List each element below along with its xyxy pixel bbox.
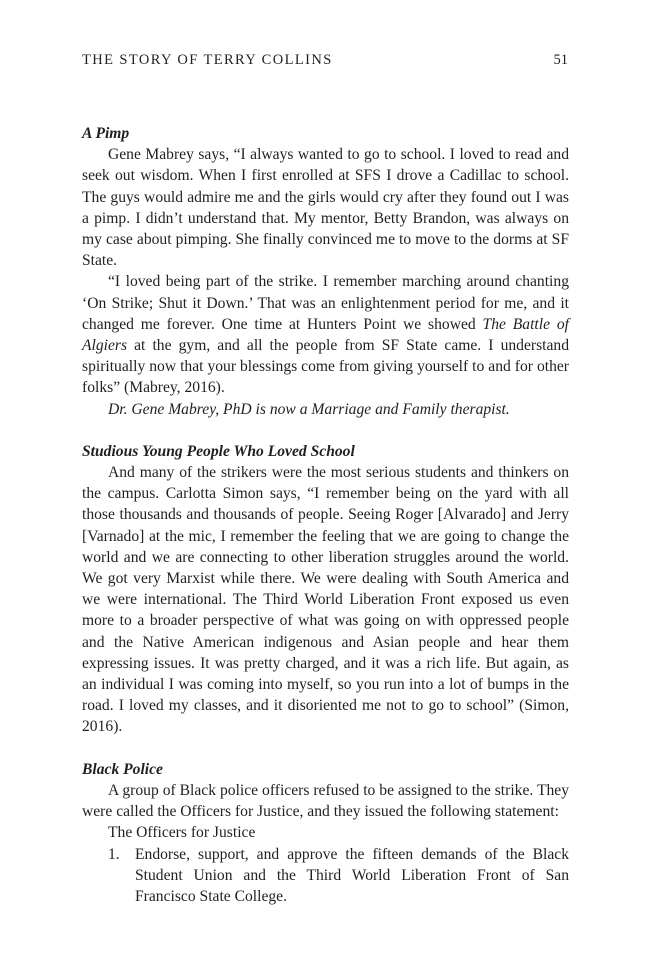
- running-header: [82, 52, 568, 72]
- section-heading-a-pimp: A Pimp: [82, 125, 130, 142]
- running-title: THE STORY OF TERRY COLLINS: [82, 52, 333, 68]
- list-item-number: 1.: [108, 845, 120, 863]
- paragraph-mabrey-2: [82, 271, 569, 398]
- section-heading-black-police: Black Police: [82, 760, 163, 778]
- section-heading-studious: Studious Young People Who Loved School: [82, 442, 355, 460]
- paragraph-black-police: A group of Black police officers refused to be assigned to the strike. They were called the Officers for Justice, and they issued the following statement:: [82, 781, 569, 821]
- page-number: 51: [553, 52, 568, 68]
- list-intro: The Officers for Justice: [108, 824, 256, 842]
- paragraph-simon: And many of the strikers were the most serious students and thinkers on the campus. Carlotta Simon says, “I remember being on the yard with all those thousands and thousands of people. Seeing Roger [Alvarado] and Jerry [Varnado] at the mic, I remember the feeling that we are going to change the world and we are connecting to other liberation struggles around the world. We got very Marxist while there. We were dealing with South America and we were international. The Third World Liberation Front exposed us even more to a broader perspective of what was going on with oppressed people and the Native American indigenous and Asian people and hear them expressing issues. It was pretty charged, and it was a rich life. But again, as an individual I was coming into myself, so you run into a lot of bumps in the road. I loved my classes, and it disoriented me not to go to school” (Simon, 2016).: [82, 464, 569, 736]
- list-item-text: Endorse, support, and approve the fifteen demands of the Black Student Union and the Third World Liberation Front of San Francisco State College.: [135, 845, 569, 905]
- paragraph-mabrey-2-part-a: “I loved being part of the strike. I remember marching around chanting ‘On Strike; Shut it Down.’ That was an enlightenment period for me, and it changed me forever. One time at Hunters Point we showed: [82, 273, 569, 333]
- film-title: The Battle of Algiers: [82, 315, 569, 355]
- body-text: [82, 123, 569, 907]
- paragraph-mabrey-1: Gene Mabrey says, “I always wanted to go to school. I loved to read and seek out wisdom. When I first enrolled at SFS I drove a Cadillac to school. The guys would admire me and the girls would cry after they found out I was a pimp. I didn’t understand that. My mentor, Betty Brandon, was always on my case about pimping. She finally convinced me to move to the dorms at SF State.: [82, 146, 569, 270]
- list-item: [82, 844, 569, 908]
- mabrey-note: Dr. Gene Mabrey, PhD is now a Marriage and Family therapist.: [108, 400, 510, 418]
- paragraph-mabrey-2-part-b: at the gym, and all the people from SF State came. I understand spiritually now that your blessings come from giving yourself to and for other folks” (Mabrey, 2016).: [82, 337, 569, 397]
